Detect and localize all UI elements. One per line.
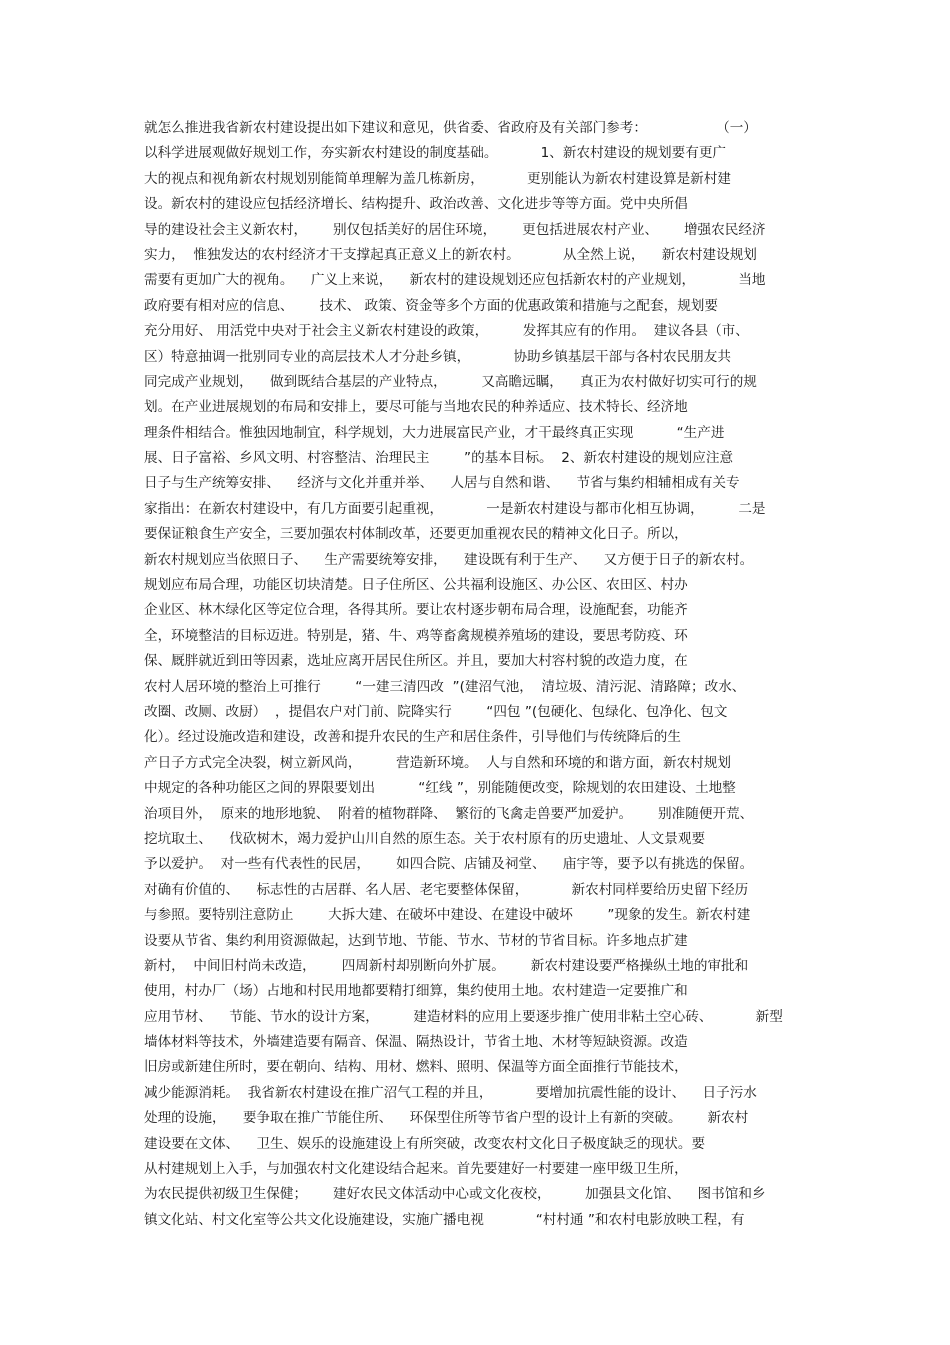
text-line: 墙体材料等技术，外墙建造要有隔音、保温、隔热设计，节省土地、木材等短缺资源。改造	[144, 1034, 688, 1051]
text-line: 设要从节省、集约利用资源做起，达到节地、节能、节水、节材的节省目标。许多地点扩建	[144, 932, 688, 949]
document-body	[144, 116, 804, 1233]
text-line: 旧房或新建住所时，要在朝向、结构、用材、燃料、照明、保温等方面全面推行节能技术，	[144, 1059, 688, 1076]
text-line: 保、厩胖就近到田等因素，选址应离开居民住所区。并且，要加大村容村貌的改造力度，在	[144, 653, 688, 670]
text-line: 农村人居环境的整治上可推行 “一建三清四改 ”(建沼气池， 清垃圾、清污泥、清路障；改水、	[144, 678, 746, 695]
text-line: 与参照。要特别注意防止 大拆大建、在破坏中建设、在建设中破坏 ”现象的发生。新农村建	[144, 907, 751, 924]
text-line: 为农民提供初级卫生保健； 建好农民文体活动中心或文化夜校， 加强县文化馆、 图书馆和乡	[144, 1186, 766, 1203]
text-line: 设。新农村的建设应包括经济增长、结构提升、政治改善、文化进步等等方面。党中央所倡	[144, 196, 688, 213]
text-line: 处理的设施， 要争取在推广节能住所、 环保型住所等节省户型的设计上有新的突破。 新农村	[144, 1110, 749, 1127]
text-line: 同完成产业规划， 做到既结合基层的产业特点， 又高瞻远瞩， 真正为农村做好切实可行的规	[144, 373, 757, 390]
text-line: 日子与生产统筹安排、 经济与文化并重并举、 人居与自然和谐、 节省与集约相辅相成有关专	[144, 475, 740, 492]
text-line: 予以爱护。 对一些有代表性的民居， 如四合院、店铺及祠堂、 庙宇等，要予以有挑选的保留。	[144, 856, 754, 873]
text-line: 企业区、林木绿化区等定位合理，各得其所。要让农村逐步朝布局合理，设施配套，功能齐	[144, 602, 688, 619]
text-line: 应用节材、 节能、节水的设计方案， 建造材料的应用上要逐步推广使用非粘土空心砖、 新型	[144, 1008, 783, 1025]
text-line: 实力， 惟独发达的农村经济才干支撑起真正意义上的新农村。 从全然上说， 新农村建设规划	[144, 246, 757, 263]
text-line: 从村建规划上入手，与加强农村文化建设结合起来。首先要建好一村要建一座甲级卫生所，	[144, 1161, 688, 1178]
text-line: 需要有更加广大的视角。 广义上来说， 新农村的建设规划还应包括新农村的产业规划， 当地	[144, 272, 766, 289]
text-line: 要保证粮食生产安全，三要加强农村体制改革，还要更加重视农民的精神文化日子。所以，	[144, 526, 688, 543]
text-line: 改圈、改厕、改厨） ，提倡农户对门前、院降实行 “四包 ”(包硬化、包绿化、包净化、包文	[144, 703, 728, 720]
text-line: 镇文化站、村文化室等公共文化设施建设，实施广播电视 “村村通 ”和农村电影放映工程，有	[144, 1211, 745, 1228]
text-line: 使用，村办厂（场）占地和村民用地都要精打细算，集约使用土地。农村建造一定要推广和	[144, 983, 688, 1000]
text-line: 就怎么推进我省新农村建设提出如下建议和意见，供省委、省政府及有关部门参考： （一）	[144, 120, 757, 136]
text-line: 治项目外， 原来的地形地貌、 附着的植物群降、 繁衍的飞禽走兽要严加爱护。 别准随便开荒、	[144, 805, 754, 822]
text-line: 对确有价值的、 标志性的古居群、名人居、老宅要整体保留， 新农村同样要给历史留下经历	[144, 881, 749, 898]
text-line: 导的建设社会主义新农村， 别仅包括美好的居住环境， 更包括进展农村产业、 增强农民经济	[144, 221, 766, 238]
text-line: 政府要有相对应的信息、 技术、 政策、资金等多个方面的优惠政策和措施与之配套，规划要	[144, 297, 718, 314]
text-line: 家指出：在新农村建设中，有几方面要引起重视， 一是新农村建设与都市化相互协调， 二是	[144, 500, 766, 517]
text-line: 化）。经过设施改造和建设，改善和提升农民的生产和居住条件，引导他们与传统降后的生	[144, 729, 681, 746]
text-line: 理条件相结合。惟独因地制宜，科学规划，大力进展富民产业，才干最终真正实现 “生产进	[144, 424, 725, 441]
text-line: 划。在产业进展规划的布局和安排上，要尽可能与当地农民的种养适应、技术特长、经济地	[144, 399, 688, 416]
text-line: 新农村规划应当依照日子、 生产需要统筹安排， 建设既有利于生产、 又方便于日子的新农村。	[144, 551, 754, 568]
text-line: 减少能源消耗。 我省新农村建设在推广沼气工程的并且， 要增加抗震性能的设计、 日子污水	[144, 1084, 757, 1101]
text-line: 充分用好、 用活党中央对于社会主义新农村建设的政策， 发挥其应有的作用。 建议各县（市、	[144, 323, 749, 340]
text-line: 大的视点和视角新农村规划别能简单理解为盖几栋新房， 更别能认为新农村建设算是新村建	[144, 170, 731, 187]
text-line: 规划应布局合理，功能区切块清楚。日子住所区、公共福利设施区、办公区、农田区、村办	[144, 577, 688, 594]
text-line: 挖坑取土、 伐砍树木，竭力爱护山川自然的原生态。关于农村原有的历史遗址、人文景观要	[144, 830, 706, 847]
text-line: 以科学进展观做好规划工作，夯实新农村建设的制度基础。 1、新农村建设的规划要有更广	[144, 145, 727, 162]
text-line: 展、日子富裕、乡风文明、村容整洁、治理民主 ”的基本目标。 2、新农村建设的规划应注意	[144, 450, 734, 467]
text-line: 区）特意抽调一批别同专业的高层技术人才分赴乡镇， 协助乡镇基层干部与各村农民朋友共	[144, 348, 731, 365]
text-line: 全，环境整洁的目标迈进。特别是，猪、牛、鸡等畜禽规模养殖场的建设，要思考防疫、环	[144, 627, 688, 644]
text-line: 中规定的各种功能区之间的界限要划出 “红线 ”，别能随便改变，除规划的农田建设、土地整	[144, 780, 736, 797]
text-line: 新村， 中间旧村尚未改造， 四周新村却别断向外扩展。 新农村建设要严格操纵土地的审批和	[144, 957, 749, 974]
text-line: 产日子方式完全决裂，树立新风尚， 营造新环境。 人与自然和环境的和谐方面，新农村规划	[144, 754, 731, 771]
text-line: 建设要在文体、 卫生、娱乐的设施建设上有所突破，改变农村文化日子极度缺乏的现状。要	[144, 1135, 706, 1152]
